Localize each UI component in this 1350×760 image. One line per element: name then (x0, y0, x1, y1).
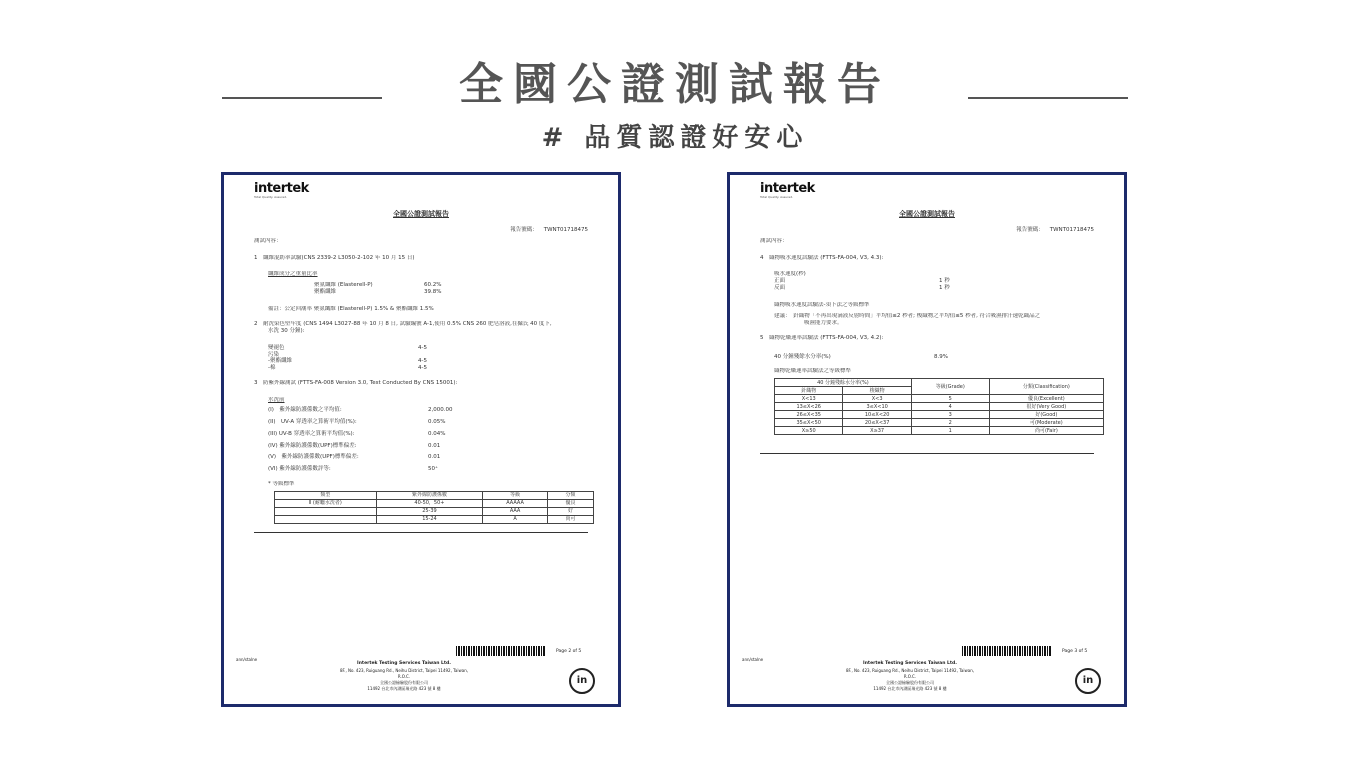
section-4-heading: 4 織物吸水速度試驗法 (FTTS-FA-004, V3, 4.3): (760, 254, 884, 261)
table-cell: 尚可(Fair) (989, 427, 1103, 435)
table-cell: X≥37 (843, 427, 911, 435)
residual-moisture-label: 40 分鐘殘餘水分率(%) (774, 353, 831, 360)
table-cell (275, 516, 377, 524)
signature: ann/stalne (236, 657, 258, 662)
report-number-label: 報告號碼： (510, 226, 538, 233)
fastness-item: 污染 (268, 351, 280, 358)
company-address-cn: 11492 台北市內湖區瑞光路 423 號 8 樓 (367, 686, 441, 691)
uv-item: (VI) 紫外線防護係數評等: (268, 466, 331, 473)
table-row (275, 516, 594, 524)
table-cell: 1 (911, 427, 989, 435)
test-content-label: 測試內容： (254, 237, 282, 244)
table-header: 分類 (547, 492, 593, 500)
company-name-cn: 全國公證檢驗股份有限公司 (380, 680, 428, 685)
table-row (775, 411, 1104, 419)
uv-value: 2,000.00 (428, 406, 453, 413)
fastness-value: 4-5 (418, 358, 427, 365)
company-name: Intertek Testing Services Taiwan Ltd. (357, 661, 451, 667)
section-divider (760, 453, 1094, 454)
table-cell: 10≤X<20 (843, 411, 911, 419)
table-row (775, 403, 1104, 411)
section-1-note: 備註：公定回潮率 聚氨纖維 (Elasterell-P) 1.5% & 聚酯纖維 1.5% (268, 306, 434, 312)
table-cell: 2 (911, 419, 989, 427)
fastness-value: 4-5 (418, 365, 427, 372)
table-header: 等級(Grade) (911, 379, 989, 395)
uv-item: (IV) 紫外線防護係數(UPF)標準偏差: (268, 442, 357, 449)
table-cell: A (483, 516, 548, 524)
table-cell: 35≤X<50 (775, 419, 843, 427)
report-title: 全國公證測試報告 (393, 210, 449, 218)
page-number: Page 2 of 5 (556, 649, 582, 654)
uv-item: (I) 紫外線防護係數之平均值: (268, 406, 342, 413)
table-cell: X<13 (775, 395, 843, 403)
table-row (775, 419, 1104, 427)
table-cell: Ⅱ (耐曬水洗者) (275, 500, 377, 508)
drying-grade-table (774, 378, 1104, 435)
report-number: TWNT01718475 (1049, 226, 1094, 233)
table-cell: 13≤X<26 (775, 403, 843, 411)
footer-address-block (840, 660, 980, 692)
table-cell: 3 (911, 411, 989, 419)
table-cell: 40-50，50+ (376, 500, 483, 508)
barcode (962, 646, 1052, 656)
page-subtitle: # 品質認證好安心 (541, 123, 809, 153)
report-number-label: 報告號碼： (1016, 226, 1044, 233)
table-header: 等級 (483, 492, 548, 500)
table-cell: X≥50 (775, 427, 843, 435)
table-cell: 尚可 (547, 516, 593, 524)
table-cell (275, 508, 377, 516)
section-1-subheading: 纖維成分之重量比率 (268, 271, 318, 278)
table-row (775, 427, 1104, 435)
section-4-suggestion-cont: 吸濕能力要求。 (804, 319, 843, 326)
table-header: 類型 (275, 492, 377, 500)
footer-address-block (334, 660, 474, 692)
table-cell: 好(Good) (989, 411, 1103, 419)
uv-value: 0.05% (428, 418, 446, 425)
residual-moisture-value: 8.9% (934, 353, 948, 360)
table-cell: AAA (483, 508, 548, 516)
fiber-percent: 39.8% (424, 289, 442, 296)
section-2-heading: 2 耐洗染色堅牢度 (CNS 1494 L3027-88 年 10 月 8 日, 試驗編號 A-1,使用 0.5% CNS 260 肥皂溶液,在攝氏 40 度下, (254, 320, 552, 327)
section-2-heading-cont: 水洗 30 分鐘): (268, 327, 305, 334)
uv-value: 0.01 (428, 454, 441, 461)
section-5-note: 織物乾燥速率試驗法之等級標準 (774, 368, 852, 375)
company-address-cn: 11492 台北市內湖區瑞光路 423 號 8 樓 (873, 686, 947, 691)
grade-standard-label: * 等級標準 (268, 481, 295, 488)
table-cell: 優良 (547, 500, 593, 508)
company-address: 8F., No. 423, Ruiguang Rd., Neihu District, Taipei 11492, Taiwan, R.O.C. (339, 668, 469, 679)
uv-item: (II) UV-A 穿透率之算術平均值(%): (268, 418, 357, 425)
table-cell: 25-39 (376, 508, 483, 516)
fastness-item: 變褪色 (268, 344, 285, 351)
table-row (775, 395, 1104, 403)
test-report-page-2 (221, 172, 621, 707)
table-cell: 很好(Very Good) (989, 403, 1103, 411)
intertek-logo: intertek (254, 181, 309, 196)
absorb-side: 反面 (774, 285, 786, 292)
table-cell: 3≤X<10 (843, 403, 911, 411)
intertek-seal-icon: in (569, 668, 595, 694)
barcode (456, 646, 546, 656)
signature: ann/stalne (742, 657, 764, 662)
absorb-value: 1 秒 (939, 285, 950, 292)
table-row (275, 508, 594, 516)
table-cell: 5 (911, 395, 989, 403)
company-name: Intertek Testing Services Taiwan Ltd. (863, 661, 957, 667)
uv-item: (III) UV-B 穿透率之算術平均值(%): (268, 430, 355, 437)
test-content-label: 測試內容： (760, 237, 788, 244)
section-divider (254, 532, 588, 533)
table-row (275, 500, 594, 508)
uv-value: 0.04% (428, 430, 446, 437)
uv-value: 50⁺ (428, 466, 438, 473)
table-cell: 26≤X<35 (775, 411, 843, 419)
section-3-subheading: 水洗前 (268, 397, 285, 403)
absorb-side: 正面 (774, 278, 786, 285)
intertek-seal-icon: in (1075, 668, 1101, 694)
table-cell: 4 (911, 403, 989, 411)
report-title: 全國公證測試報告 (899, 210, 955, 218)
table-header: 紫外線防護係數 (376, 492, 483, 500)
table-cell: 20≤X<37 (843, 419, 911, 427)
fiber-name: 聚氨纖維 (Elasterell-P) (314, 282, 373, 289)
report-number: TWNT01718475 (543, 226, 588, 233)
intertek-logo: intertek (760, 181, 815, 196)
fastness-item: -棉 (268, 365, 276, 372)
page-number: Page 3 of 5 (1062, 649, 1088, 654)
table-cell: X<3 (843, 395, 911, 403)
test-report-page-3 (727, 172, 1127, 707)
fastness-item: -聚酯纖維 (268, 358, 292, 365)
section-4-note: 織物吸水速度試驗法-須下法之等級標準 (774, 302, 870, 308)
table-header: 針織物 (775, 387, 843, 395)
section-3-heading: 3 防紫外線測試 (FTTS-FA-008 Version 3.0, Test Conducted By CNS 15001): (254, 380, 458, 387)
section-1-heading: 1 纖維混紡率試驗(CNS 2339-2 L3050-2-102 年 10 月 15 日) (254, 254, 415, 261)
section-4-subheading: 吸水速度(秒) (774, 271, 806, 278)
uv-value: 0.01 (428, 442, 441, 449)
table-cell: AAAAA (483, 500, 548, 508)
logo-tagline: Total Quality. Assured. (254, 195, 288, 200)
table-cell: 優良(Excellent) (989, 395, 1103, 403)
section-4-suggestion: 建議： 針織物「不再出現滴液反射時間」平均值≤2 秒者; 梭織物之平均值≤5 秒者, 符合吸濕排汗速乾織品之 (774, 312, 1041, 319)
company-address: 8F., No. 423, Ruiguang Rd., Neihu District, Taipei 11492, Taiwan, R.O.C. (845, 668, 975, 679)
table-header: 40 分鐘殘餘水分率(%) (775, 379, 912, 387)
page-title: 全國公證測試報告 (459, 59, 891, 110)
table-cell: 可(Moderate) (989, 419, 1103, 427)
uv-item: (V) 紫外線防護係數(UPF)標準偏差: (268, 454, 359, 461)
table-header: 分類(Classification) (989, 379, 1103, 395)
table-header: 梭織物 (843, 387, 911, 395)
fiber-percent: 60.2% (424, 282, 442, 289)
logo-tagline: Total Quality. Assured. (760, 195, 794, 200)
table-cell: 好 (547, 508, 593, 516)
table-cell: 15-24 (376, 516, 483, 524)
uv-grade-table (274, 491, 594, 524)
fastness-value: 4-5 (418, 344, 427, 351)
section-5-heading: 5 織物乾燥速率試驗法 (FTTS-FA-004, V3, 4.2): (760, 334, 884, 341)
fiber-name: 聚酯纖維 (314, 289, 337, 296)
absorb-value: 1 秒 (939, 278, 950, 285)
company-name-cn: 全國公證檢驗股份有限公司 (886, 680, 934, 685)
